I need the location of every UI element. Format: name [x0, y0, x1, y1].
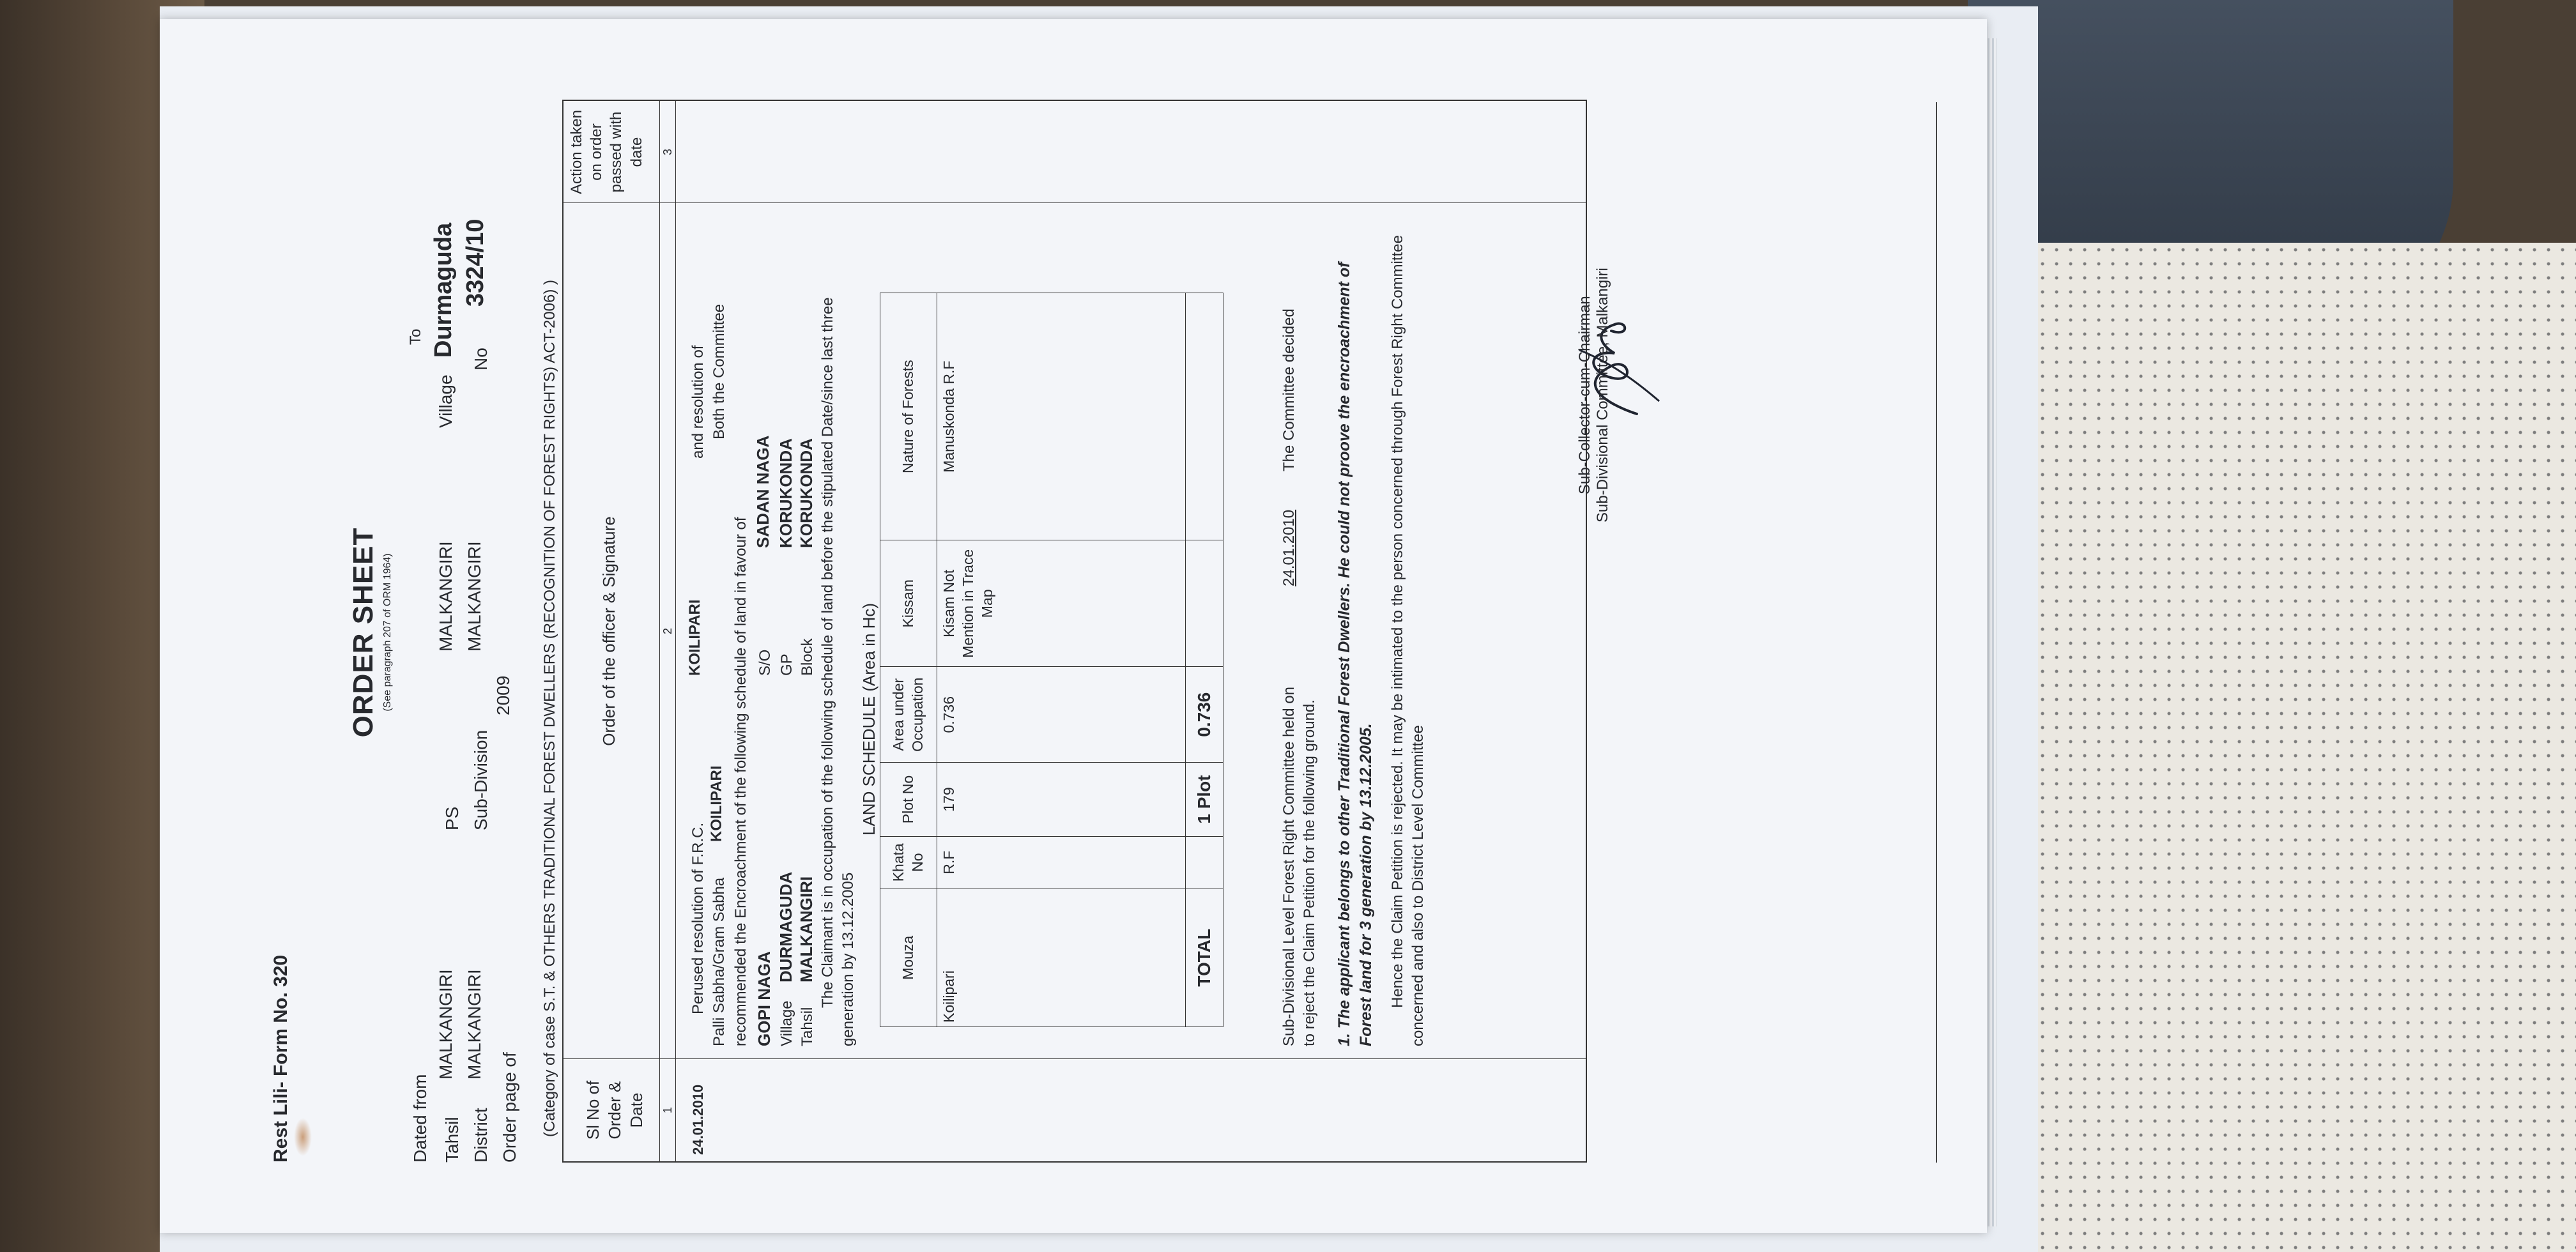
signatory-block: [1576, 268, 1612, 523]
perused-text: Perused resolution of F.R.C.: [689, 822, 707, 1014]
ps-value: MALKANGIRI: [436, 541, 456, 652]
column-divider: [564, 202, 1586, 203]
order-date: 24.01.2010: [690, 1084, 706, 1155]
col-number-2: 2: [661, 628, 674, 635]
shirt-background: [1993, 243, 2576, 1252]
resolution-text: and resolution of: [689, 345, 707, 459]
entry-village: DURMAGUDA: [776, 871, 795, 982]
district-label: District: [471, 1108, 491, 1163]
land-total-blank: [1186, 540, 1223, 667]
subdivision-value: MALKANGIRI: [464, 541, 484, 652]
gp-label: GP: [778, 653, 795, 676]
land-cell-mouza: Koilipari: [937, 889, 1186, 1027]
claimant-name: GOPI NAGA: [755, 951, 774, 1046]
village-label: Village: [436, 374, 456, 428]
entry-block: KORUKONDA: [797, 438, 816, 548]
col-number-3: 3: [661, 149, 674, 156]
land-header-cell: Area under Occupation: [880, 667, 937, 763]
village-label: Village: [778, 1000, 795, 1046]
land-schedule-table: [880, 293, 1223, 1027]
col-header-order-no: Sl No of Order & Date: [583, 1080, 646, 1140]
order-year: 2009: [493, 675, 513, 715]
land-data-row: [937, 293, 1186, 1027]
case-category: (Category of case S.T. & OTHERS TRADITIONAL FOREST DWELLERS (RECOGNITION OF FOREST RIGHTS) ACT-2006) ): [541, 279, 558, 1137]
gram-sabha-name: KOILIPARI: [708, 765, 725, 842]
col-header-order: Order of the officer & Signature: [599, 516, 618, 746]
col-header-action: Action taken on order passed with date: [568, 109, 645, 195]
decision-line1-end: The Committee decided: [1280, 309, 1298, 471]
tahsil-label: Tahsil: [442, 1117, 462, 1163]
land-total-blank: [1186, 293, 1223, 540]
ink-stain: [294, 1118, 312, 1156]
signatory-committee: Sub-Divisional Committee, Malkangiri: [1594, 268, 1611, 523]
land-cell-plot: 179: [937, 763, 1186, 837]
entry-gp: KORUKONDA: [776, 438, 795, 548]
rejection-paragraph: Hence the Claim Petition is rejected. It may be intimated to the person concerned through Forest Right Committee concerned and also to District Level Committee: [1389, 235, 1427, 1046]
land-cell-area: 0.736: [937, 667, 1186, 763]
document-title-block: [345, 102, 395, 1163]
so-label: S/O: [756, 649, 774, 676]
frc-name: KOILIPARI: [686, 599, 703, 676]
land-header-cell: Nature of Forests: [880, 293, 937, 540]
tahsil-value: MALKANGIRI: [436, 969, 456, 1080]
land-cell-nature: Manuskonda R.F: [937, 293, 1186, 540]
dated-from-label: Dated from: [410, 1074, 430, 1163]
case-no-value: 3324/10: [462, 218, 489, 307]
ps-label: PS: [442, 806, 462, 830]
block-label: Block: [799, 638, 816, 676]
land-header-cell: Kissam: [880, 540, 937, 667]
subdivision-label: Sub-Division: [471, 729, 491, 830]
decision-held-date: 24.01.2010: [1280, 509, 1298, 586]
header-divider: [659, 101, 660, 1161]
land-total-row: [1186, 293, 1223, 1027]
document-subtitle: (See paragraph 207 of ORM 1964): [382, 553, 394, 712]
bottom-rule: [1936, 102, 1937, 1163]
rejection-reason: 1. The applicant belongs to other Traditional Forest Dwellers. He could not proove the encroachment of Forest land for 3 generation by 13.12.2005.: [1335, 262, 1375, 1046]
decision-line2: to reject the Claim Petition for the following ground.: [1301, 699, 1318, 1046]
land-cell-khata: R.F: [937, 836, 1186, 889]
land-total-label: TOTAL: [1186, 889, 1223, 1027]
land-header-cell: Plot No: [880, 763, 937, 837]
column-divider: [564, 1058, 1586, 1059]
form-number: Rest Lili- Form No. 320: [270, 954, 291, 1163]
entry-tahsil: MALKANGIRI: [797, 876, 816, 982]
land-schedule-title: LAND SCHEDULE (Area in Hc): [859, 602, 878, 836]
to-label: To: [407, 328, 424, 345]
land-header-cell: Mouza: [880, 889, 937, 1027]
land-total-plots: 1 Plot: [1186, 763, 1223, 837]
recommended-text: recommended the Encroachment of the following schedule of land in favour of: [732, 517, 749, 1046]
both-committee-text: Both the Committee: [710, 303, 728, 439]
document-title: ORDER SHEET: [348, 527, 379, 738]
order-page-label: Order page of: [500, 1052, 519, 1163]
occupation-paragraph: The Claimant is in occupation of the following schedule of land before the stipulated Date/since last three generation by 13.12.2005: [819, 297, 857, 1046]
signatory-title: Sub-Collector-cum-Chairman: [1576, 296, 1593, 494]
decision-line1: Sub-Divisional Level Forest Right Committee held on: [1280, 687, 1298, 1046]
land-total-blank: [1186, 836, 1223, 889]
case-no-label: No: [471, 347, 491, 370]
land-header-cell: Khata No: [880, 836, 937, 889]
order-table: [562, 100, 1611, 1163]
palli-sabha-text: Palli Sabha/Gram Sabha: [710, 877, 728, 1046]
village-value: Durmaguda: [430, 222, 457, 358]
tahsil-label: Tahsil: [799, 1007, 816, 1046]
land-cell-kissam: Kisam Not Mention in Trace Map: [937, 540, 1186, 667]
land-total-area: 0.736: [1186, 667, 1223, 763]
district-value: MALKANGIRI: [464, 969, 484, 1080]
order-sheet-document: [160, 19, 1987, 1233]
father-name: SADAN NAGA: [753, 435, 772, 548]
col-number-1: 1: [661, 1107, 674, 1114]
land-header-row: [880, 293, 937, 1027]
